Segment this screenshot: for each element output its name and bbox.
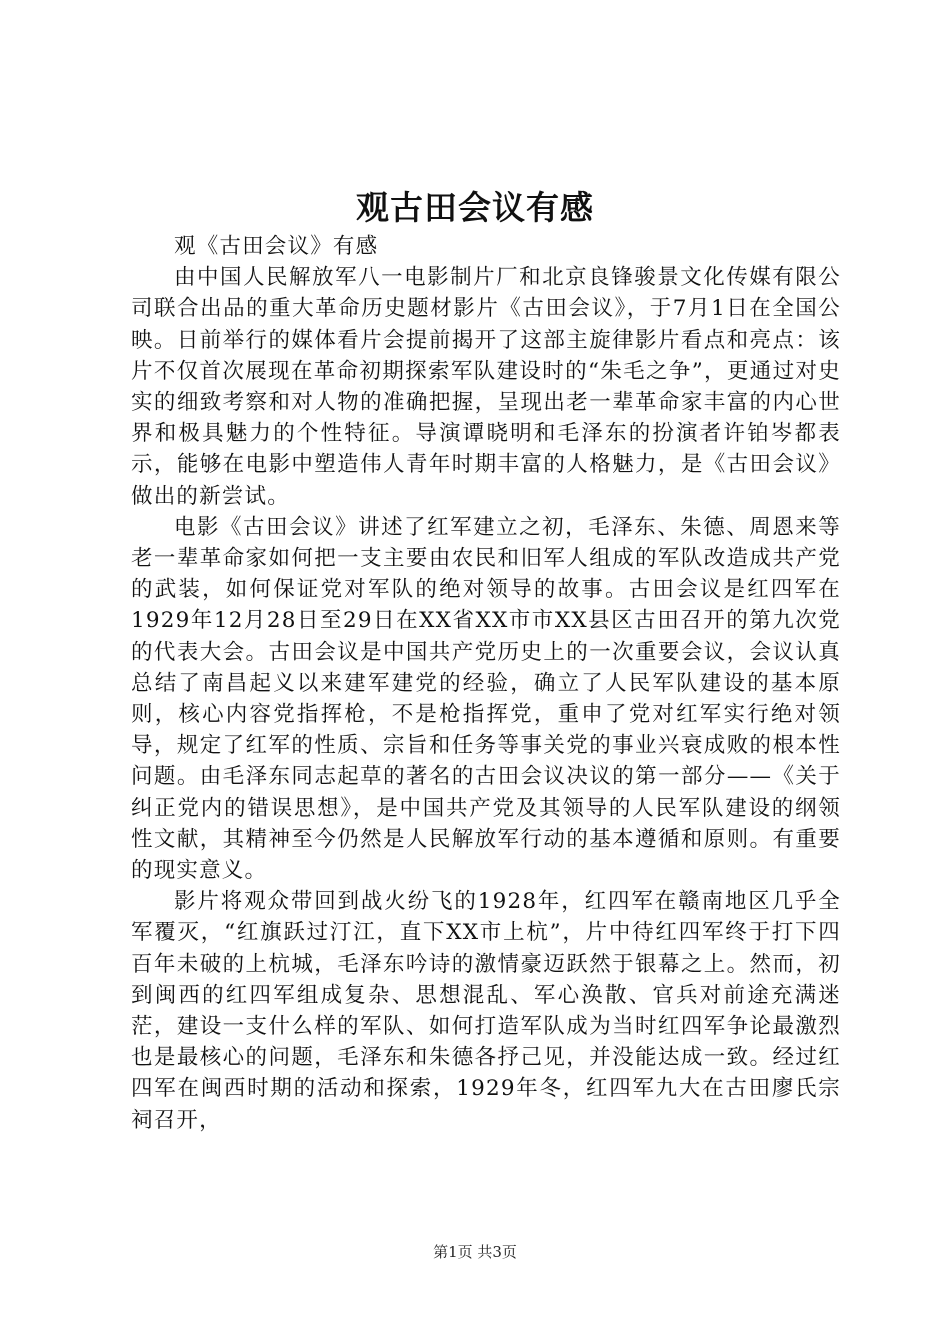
document-title: 观古田会议有感 (356, 188, 594, 227)
body-paragraph: 由中国人民解放军八一电影制片厂和北京良锋骏景文化传媒有限公司联合出品的重大革命历史题材影片《古田会议》，于7月1日在全国公映。日前举行的媒体看片会提前揭开了这部主旋律影片看点和亮点：该片不仅首次展现在革命初期探索军队建设时的“朱毛之争”，更通过对史实的细致考察和对人物的准确把握，呈现出老一辈革命家丰富的内心世界和极具魅力的个性特征。导演谭晓明和毛泽东的扮演者许铂岑都表示，能够在电影中塑造伟人青年时期丰富的人格魅力，是《古田会议》做出的新尝试。 (131, 265, 841, 509)
document-body (131, 231, 841, 1136)
body-paragraph: 电影《古田会议》讲述了红军建立之初，毛泽东、朱德、周恩来等老一辈革命家如何把一支主要由农民和旧军人组成的军队改造成共产党的武装，如何保证党对军队的绝对领导的故事。古田会议是红四军在1929年12月28日至29日在XX省XX市市XX县区古田召开的第九次党的代表大会。古田会议是中国共产党历史上的一次重要会议，会议认真总结了南昌起义以来建军建党的经验，确立了人民军队建设的基本原则，核心内容党指挥枪，不是枪指挥党，重申了党对红军实行绝对领导，规定了红军的性质、宗旨和任务等事关党的事业兴衰成败的根本性问题。由毛泽东同志起草的著名的古田会议决议的第一部分——《关于纠正党内的错误思想》，是中国共产党及其领导的人民军队建设的纲领性文献，其精神至今仍然是人民解放军行动的基本遵循和原则。有重要的现实意义。 (131, 514, 841, 884)
body-paragraph: 影片将观众带回到战火纷飞的1928年，红四军在赣南地区几乎全军覆灭，“红旗跃过汀江，直下XX市上杭”，片中待红四军终于打下四百年未破的上杭城，毛泽东吟诗的激情豪迈跃然于银幕之上。然而，初到闽西的红四军组成复杂、思想混乱、军心涣散、官兵对前途充满迷茫，建设一支什么样的军队、如何打造军队成为当时红四军争论最激烈也是最核心的问题，毛泽东和朱德各抒己见，并没能达成一致。经过红四军在闽西时期的活动和探索，1929年冬，红四军九大在古田廖氏宗祠召开， (131, 889, 841, 1133)
page-number-footer: 第1页 共3页 (433, 1243, 517, 1261)
body-paragraph: 观《古田会议》有感 (174, 234, 379, 259)
